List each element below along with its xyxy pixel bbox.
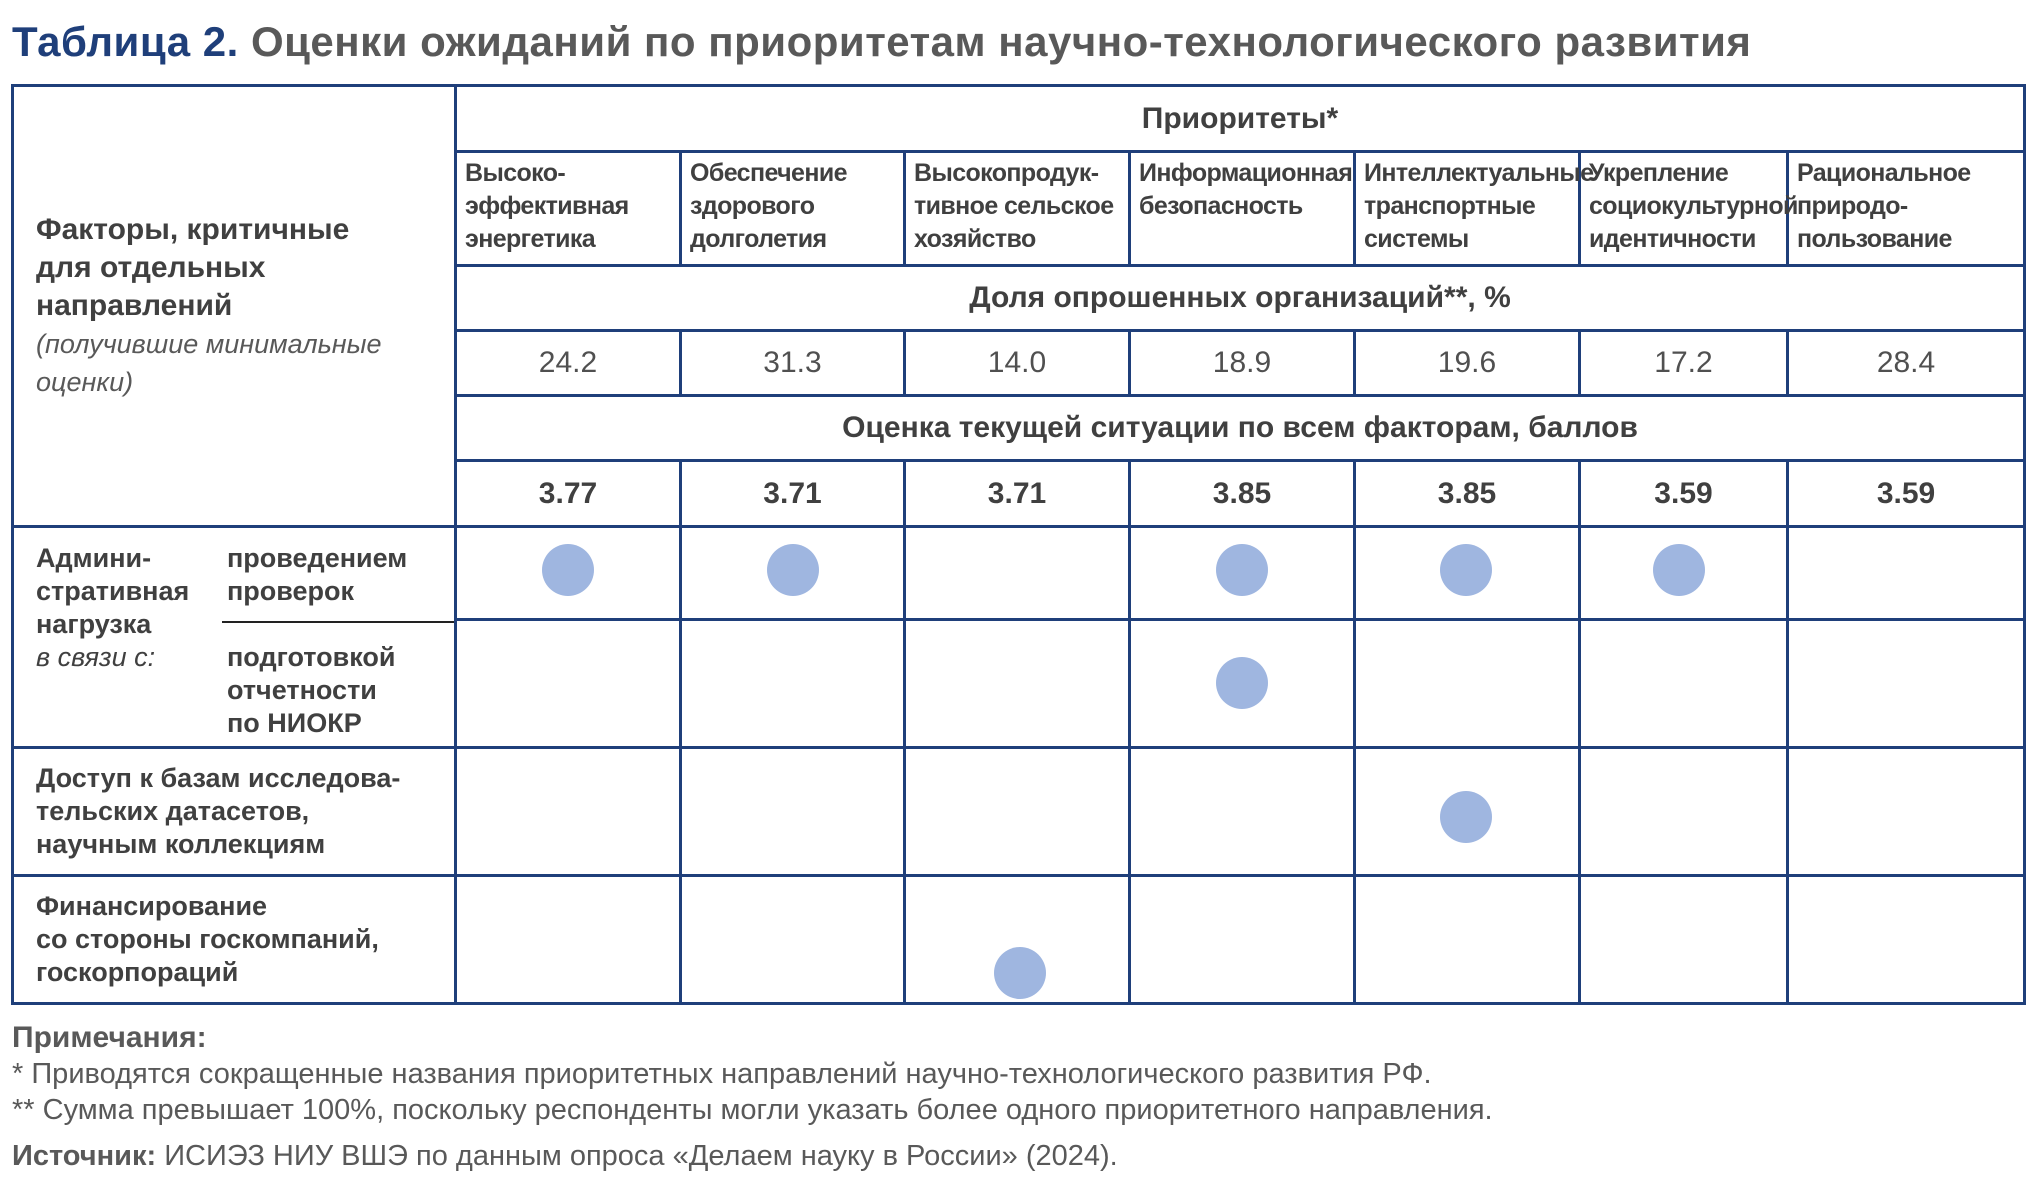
- mark-dot: [1440, 544, 1492, 596]
- score-value: 3.59: [1580, 461, 1788, 527]
- priority-name: Укрепление социокультурной идентичности: [1580, 152, 1788, 266]
- share-value: 17.2: [1580, 331, 1788, 396]
- mark-dot: [1216, 657, 1268, 709]
- mark-cell: [681, 527, 905, 620]
- score-header: Оценка текущей ситуации по всем факторам, баллов: [456, 396, 2025, 461]
- datasets-label: Доступ к базам исследова- тельских датасетов, научным коллекциям: [13, 748, 456, 876]
- mark-cell: [1130, 876, 1355, 1004]
- mark-cell: [905, 748, 1130, 876]
- reporting-label: подготовкой отчетности по НИОКР: [227, 642, 396, 738]
- mark-cell: [905, 876, 1130, 1004]
- source-text: ИСИЭЗ НИУ ВШЭ по данным опроса «Делаем науку в России» (2024).: [156, 1140, 1118, 1172]
- mark-cell: [1355, 527, 1580, 620]
- note-2: ** Сумма превышает 100%, поскольку респонденты могли указать более одного приоритетного направления.: [12, 1094, 1493, 1126]
- score-value: 3.85: [1355, 461, 1580, 527]
- score-value: 3.85: [1130, 461, 1355, 527]
- mark-dot: [1653, 544, 1705, 596]
- mark-cell: [1355, 620, 1580, 748]
- mark-cell: [456, 876, 681, 1004]
- mark-cell: [905, 527, 1130, 620]
- mark-cell: [1788, 620, 2025, 748]
- admin-divider: [222, 621, 454, 623]
- share-value: 28.4: [1788, 331, 2025, 396]
- source-label: Источник:: [12, 1140, 157, 1172]
- priorities-header: Приоритеты*: [456, 86, 2025, 152]
- score-value: 3.71: [681, 461, 905, 527]
- note-1: * Приводятся сокращенные названия приоритетных направлений научно-технологического развития РФ.: [12, 1058, 1432, 1090]
- admin-burden-label: Админи- стративная нагрузка в связи с:: [36, 543, 190, 672]
- share-value: 24.2: [456, 331, 681, 396]
- factor-header-note: (получившие минимальные оценки): [36, 329, 382, 397]
- mark-cell: [1788, 748, 2025, 876]
- score-value: 3.59: [1788, 461, 2025, 527]
- mark-cell: [1130, 527, 1355, 620]
- mark-dot: [542, 544, 594, 596]
- priority-name: Обеспечение здорового долголетия: [681, 152, 905, 266]
- mark-cell: [1355, 748, 1580, 876]
- mark-cell: [905, 620, 1130, 748]
- priority-name: Высоко- эффективная энергетика: [456, 152, 681, 266]
- source: [12, 1140, 1118, 1173]
- mark-cell: [1788, 527, 2025, 620]
- page-title: [12, 18, 1751, 66]
- mark-dot: [767, 544, 819, 596]
- score-value: 3.77: [456, 461, 681, 527]
- factor-header-title: Факторы, критичные для отдельных направлений: [36, 213, 350, 322]
- share-value: 31.3: [681, 331, 905, 396]
- priority-name: Высокопродук- тивное сельское хозяйство: [905, 152, 1130, 266]
- factor-header-cell: [13, 86, 456, 527]
- priorities-table: [11, 84, 2026, 1005]
- notes-title: Примечания:: [12, 1021, 207, 1054]
- mark-cell: [1130, 748, 1355, 876]
- funding-label: Финансирование со стороны госкомпаний, госкорпораций: [13, 876, 456, 1004]
- mark-cell: [1130, 620, 1355, 748]
- mark-cell: [1355, 876, 1580, 1004]
- mark-cell: [1580, 620, 1788, 748]
- mark-cell: [681, 620, 905, 748]
- priority-name: Информационная безопасность: [1130, 152, 1355, 266]
- notes: [12, 1020, 1493, 1128]
- mark-cell: [681, 876, 905, 1004]
- mark-cell: [681, 748, 905, 876]
- mark-dot: [1216, 544, 1268, 596]
- table-number: Таблица 2.: [12, 18, 239, 65]
- share-value: 18.9: [1130, 331, 1355, 396]
- mark-cell: [456, 620, 681, 748]
- priority-name: Интеллектуальные транспортные системы: [1355, 152, 1580, 266]
- priority-name: Рациональное природо- пользование: [1788, 152, 2025, 266]
- mark-cell: [1580, 876, 1788, 1004]
- mark-cell: [1788, 876, 2025, 1004]
- admin-burden-cell: [13, 527, 456, 748]
- mark-cell: [1580, 748, 1788, 876]
- mark-dot: [1440, 791, 1492, 843]
- score-value: 3.71: [905, 461, 1130, 527]
- inspections-label: проведением проверок: [227, 543, 408, 606]
- share-header: Доля опрошенных организаций**, %: [456, 266, 2025, 331]
- mark-cell: [1580, 527, 1788, 620]
- mark-cell: [456, 748, 681, 876]
- share-value: 19.6: [1355, 331, 1580, 396]
- table-title: Оценки ожиданий по приоритетам научно-технологического развития: [250, 18, 1752, 65]
- share-value: 14.0: [905, 331, 1130, 396]
- mark-cell: [456, 527, 681, 620]
- mark-dot: [994, 947, 1046, 999]
